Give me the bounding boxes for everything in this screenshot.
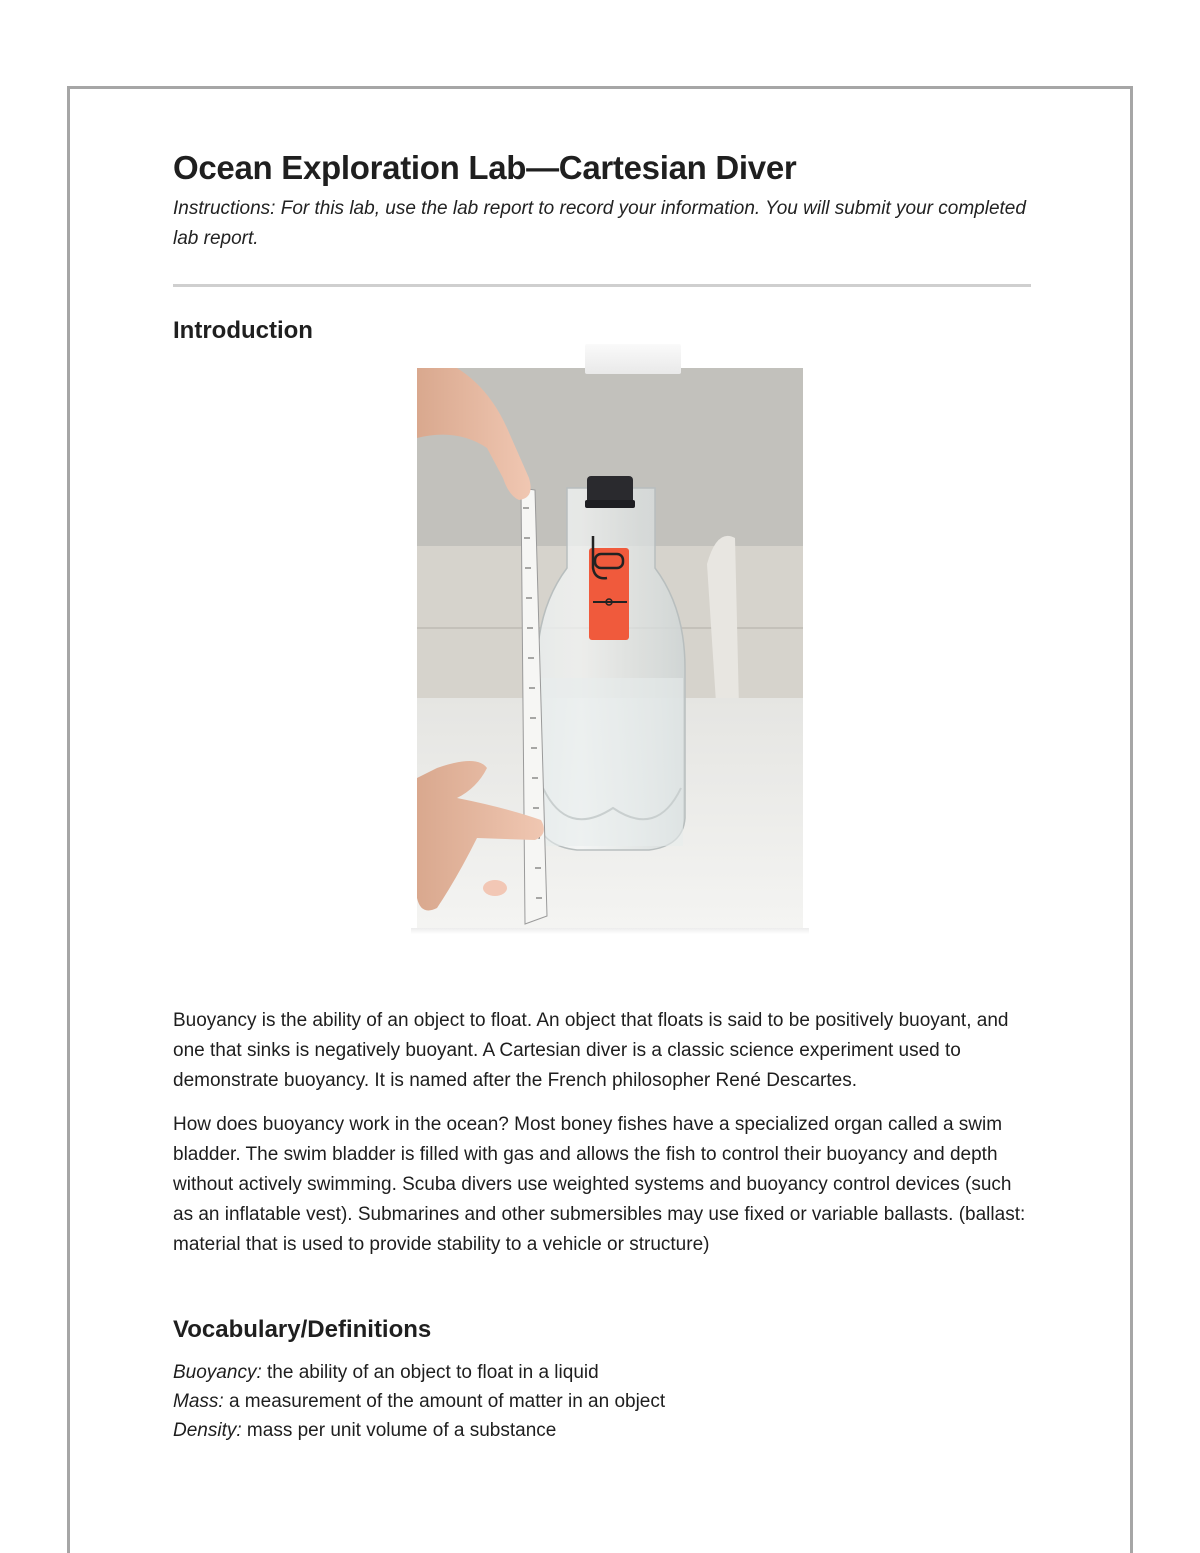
- cartesian-diver-photo: [417, 368, 803, 928]
- page-title: Ocean Exploration Lab—Cartesian Diver: [173, 149, 797, 186]
- vocabulary-item: [173, 1387, 1035, 1416]
- paragraph-buoyancy-intro: Buoyancy is the ability of an object to float. An object that floats is said to be positively buoyant, and one that sinks is negatively buoyant. A Cartesian diver is a classic science experiment used to demonstrate buoyancy. It is named after the French philosopher René Descartes.: [173, 1010, 1009, 1091]
- vocabulary-term: Mass:: [173, 1391, 224, 1412]
- photo-shadow: [411, 928, 809, 934]
- vocabulary-term: Density:: [173, 1420, 242, 1441]
- vocabulary-definition: the ability of an object to float in a liquid: [261, 1362, 599, 1383]
- vocabulary-term: Buoyancy:: [173, 1362, 262, 1383]
- vocabulary-heading: Vocabulary/Definitions: [173, 1316, 432, 1343]
- paragraph-buoyancy-ocean: How does buoyancy work in the ocean? Most boney fishes have a specialized organ called a swim bladder. The swim bladder is filled with gas and allows the fish to control their buoyancy and depth without actively swimming. Scuba divers use weighted systems and buoyancy control devices (such as an inflatable vest). Submarines and other submersibles may use fixed or variable ballasts. (ballast: material that is used to provide stability to a vehicle or structure): [173, 1114, 1026, 1255]
- vocabulary-item: [173, 1416, 1035, 1445]
- body-text: [173, 1006, 1035, 1445]
- document-content: [173, 140, 1031, 1441]
- section-divider: [173, 284, 1031, 287]
- vocabulary-definition: mass per unit volume of a substance: [241, 1420, 557, 1441]
- introduction-heading: Introduction: [173, 317, 313, 344]
- vocabulary-item: [173, 1358, 1035, 1387]
- photo-tab: [585, 344, 681, 374]
- vocabulary-list: [173, 1358, 1035, 1445]
- instructions-text: Instructions: For this lab, use the lab report to record your information. You will submit your completed lab report.: [173, 198, 1026, 249]
- photo-illustration: [417, 368, 803, 928]
- vocabulary-definition: a measurement of the amount of matter in an object: [223, 1391, 666, 1412]
